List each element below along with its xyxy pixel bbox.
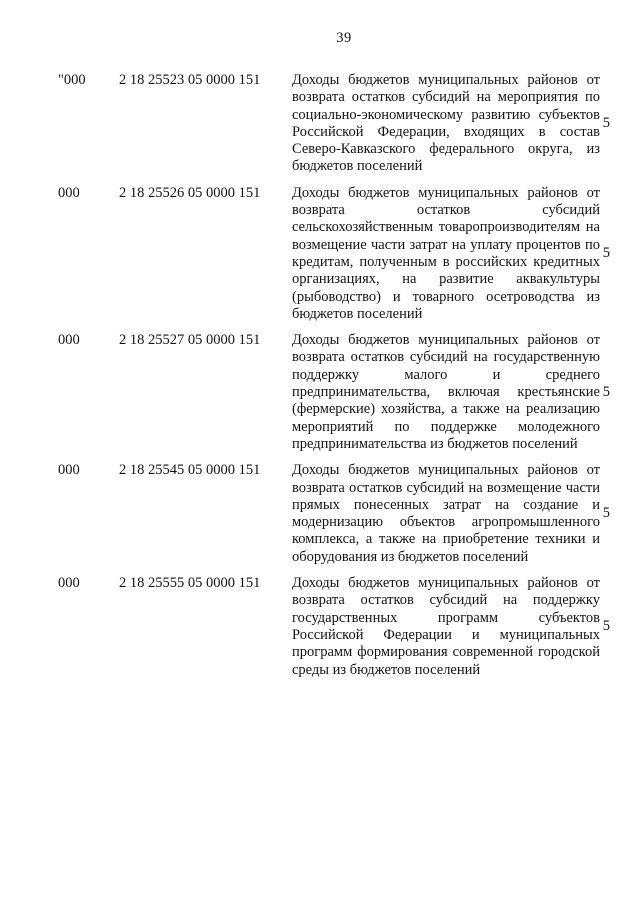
page-number: 39 <box>336 30 352 46</box>
table-row <box>58 72 630 176</box>
budget-classification-code: 2 18 25555 05 0000 151 <box>119 575 261 592</box>
admin-code: 000 <box>58 184 80 201</box>
income-description: Доходы бюджетов муниципальных районов от возврата остатков субсидий на поддержку государственных программ субъектов Российской Федерации и муниципальных программ формирования современной городской среды из бюджетов поселений <box>292 575 600 678</box>
table-row <box>58 332 630 453</box>
table-row <box>58 462 630 566</box>
budget-classification-code: 2 18 25526 05 0000 151 <box>119 184 261 201</box>
margin-note: 5 <box>602 245 610 262</box>
margin-note: 5 <box>602 384 610 401</box>
budget-classification-code: 2 18 25545 05 0000 151 <box>119 462 261 479</box>
admin-code: 000 <box>58 462 80 479</box>
income-description: Доходы бюджетов муниципальных районов от возврата остатков субсидий на возмещение части прямых понесенных затрат на создание и модернизацию объектов агропромышленного комплекса, а также на приобретение техники и оборудования из бюджетов поселений <box>292 462 600 565</box>
budget-classification-code: 2 18 25523 05 0000 151 <box>119 72 261 88</box>
admin-code: 000 <box>58 575 80 592</box>
income-description: Доходы бюджетов муниципальных районов от возврата остатков субсидий на государственную поддержку малого и среднего предпринимательства, включая крестьянские (фермерские) хозяйства, а также на реализацию мероприятий по поддержке молодежного предпринимательства из бюджетов поселений <box>292 332 600 452</box>
income-description: Доходы бюджетов муниципальных районов от возврата остатков субсидий на мероприятия по социально-экономическому развитию субъектов Российской Федерации, входящих в состав Северо-Кавказского федерального округа, из бюджетов поселений <box>292 72 600 175</box>
admin-code: "000 <box>58 72 86 88</box>
table-row <box>58 185 630 323</box>
page-content <box>58 31 630 679</box>
admin-code: 000 <box>58 332 80 349</box>
margin-note: 5 <box>602 618 610 635</box>
margin-note: 5 <box>602 115 610 132</box>
budget-classification-code: 2 18 25527 05 0000 151 <box>119 332 261 349</box>
table-row <box>58 575 630 679</box>
margin-note: 5 <box>602 505 610 522</box>
income-description: Доходы бюджетов муниципальных районов от возврата остатков субсидий сельскохозяйственным товаропроизводителям на возмещение части затрат на уплату процентов по кредитам, полученным в российских кредитных организациях, на развитие аквакультуры (рыбоводство) и товарного осетроводства из бюджетов поселений <box>292 184 600 322</box>
